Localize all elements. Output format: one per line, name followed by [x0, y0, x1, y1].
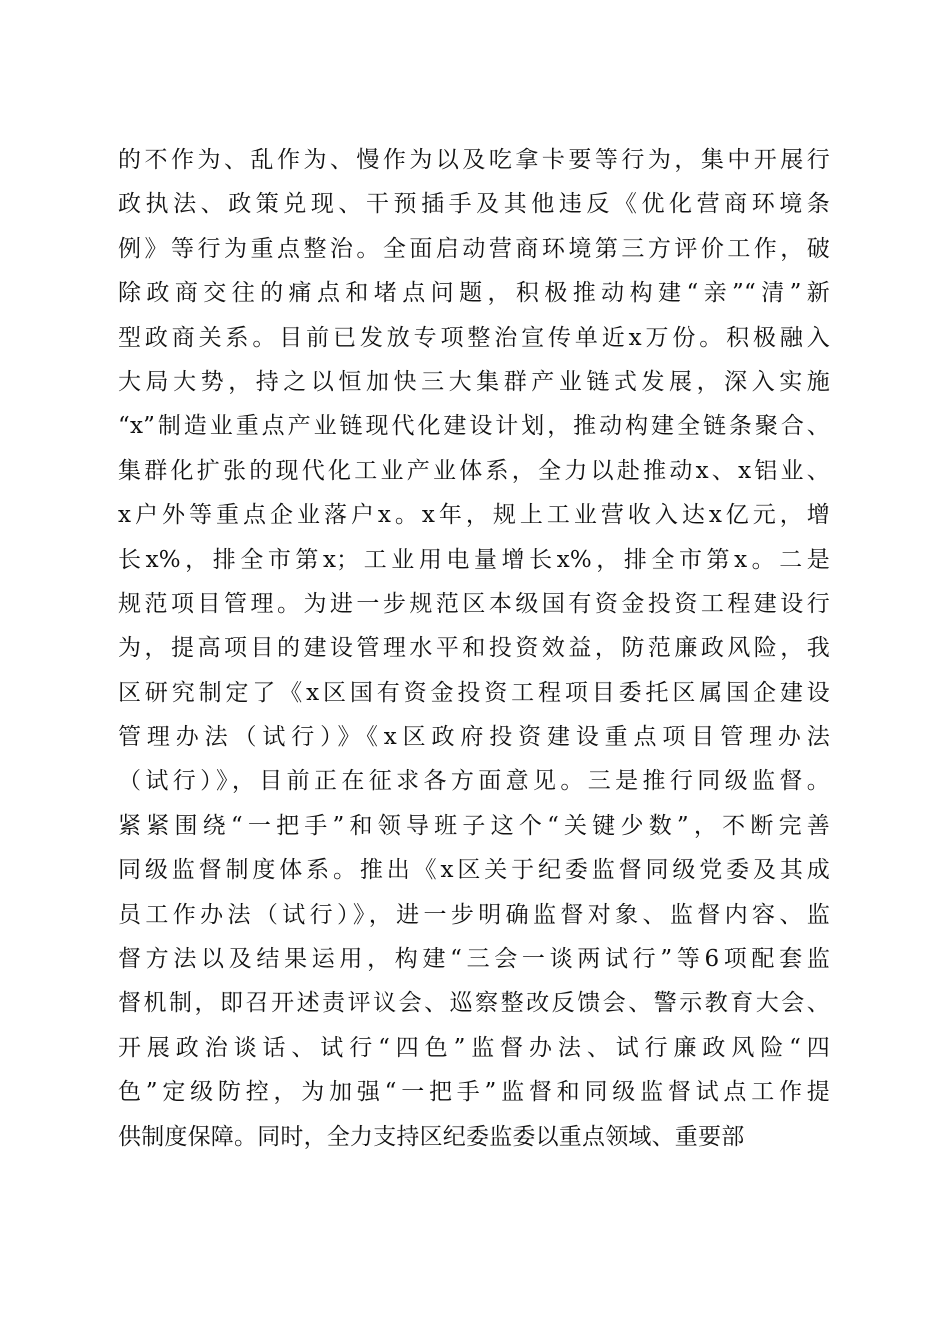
text-line-21: 开展政治谈话、试行“四色”监督办法、试行廉政风险“四	[118, 1034, 830, 1061]
text-line-18: 员工作办法（试行）》，进一步明确监督对象、监督内容、监	[118, 901, 830, 928]
text-line-17: 同级监督制度体系。推出《x区关于纪委监督同级党委及其成	[118, 857, 830, 884]
text-line-1: 的不作为、乱作为、慢作为以及吃拿卡要等行为，集中开展行	[118, 147, 830, 173]
text-line-5: 型政商关系。目前已发放专项整治宣传单近x万份。积极融入	[118, 324, 830, 351]
text-line-19: 督方法以及结果运用，构建“三会一谈两试行”等6项配套监	[118, 946, 830, 973]
text-line-14: 管理办法（试行）》《x区政府投资建设重点项目管理办法	[118, 724, 830, 751]
text-line-3: 例》等行为重点整治。全面启动营商环境第三方评价工作，破	[118, 235, 830, 262]
text-line-10: 长x%，排全市第x；工业用电量增长x%，排全市第x。二是	[118, 546, 830, 573]
text-line-9: x户外等重点企业落户x。x年，规上工业营收入达x亿元，增	[118, 502, 830, 529]
text-line-11: 规范项目管理。为进一步规范区本级国有资金投资工程建设行	[118, 590, 830, 617]
text-line-2: 政执法、政策兑现、干预插手及其他违反《优化营商环境条	[118, 191, 830, 218]
text-line-16: 紧紧围绕“一把手”和领导班子这个“关键少数”，不断完善	[118, 812, 830, 839]
text-line-4: 除政商交往的痛点和堵点问题，积极推动构建“亲”“清”新	[118, 280, 830, 307]
text-line-13: 区研究制定了《x区国有资金投资工程项目委托区属国企建设	[118, 679, 830, 706]
text-line-12: 为，提高项目的建设管理水平和投资效益，防范廉政风险，我	[118, 635, 830, 662]
text-line-23: 供制度保障。同时，全力支持区纪委监委以重点领域、重要部	[118, 1123, 745, 1150]
text-line-15: （试行）》，目前正在征求各方面意见。三是推行同级监督。	[118, 768, 830, 795]
body-text	[118, 138, 830, 1159]
text-line-6: 大局大势，持之以恒加快三大集群产业链式发展，深入实施	[118, 368, 830, 395]
text-line-8: 集群化扩张的现代化工业产业体系，全力以赴推动x、x铝业、	[118, 457, 830, 484]
text-line-20: 督机制，即召开述责评议会、巡察整改反馈会、警示教育大会、	[118, 990, 830, 1017]
text-line-22: 色”定级防控，为加强“一把手”监督和同级监督试点工作提	[118, 1079, 830, 1106]
text-line-7: “x”制造业重点产业链现代化建设计划，推动构建全链条聚合、	[118, 413, 830, 440]
